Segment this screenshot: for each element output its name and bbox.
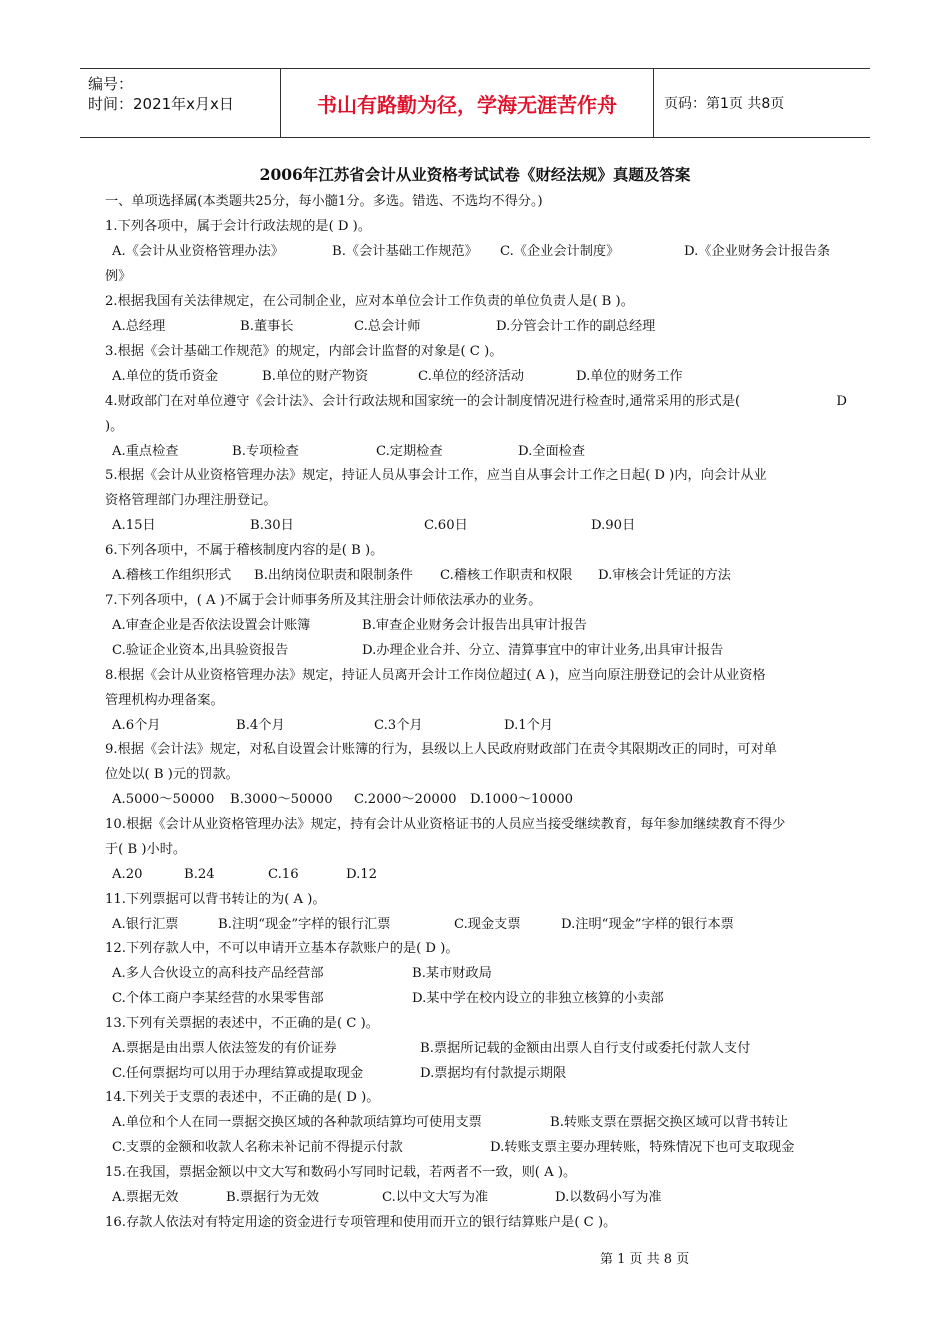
q6-option-c: C.稽核工作职责和权限 xyxy=(440,568,573,583)
header-motto-cell xyxy=(281,69,654,137)
q2-option-c: C.总会计师 xyxy=(354,319,421,334)
question-13: 13.下列有关票据的表述中，不正确的是( C )。 xyxy=(105,1016,379,1031)
q8-option-a: A.6个月 xyxy=(112,718,161,733)
q11-option-b: B.注明“现金”字样的银行汇票 xyxy=(218,917,391,932)
question-1: 1.下列各项中，属于会计行政法规的是( D )。 xyxy=(105,219,372,234)
q4-option-c: C.定期检查 xyxy=(376,444,443,459)
page-header xyxy=(80,68,870,138)
q10-option-b: B.24 xyxy=(184,867,215,882)
q5-option-c: C.60日 xyxy=(424,518,468,533)
q13-option-a: A.票据是由出票人依法签发的有价证券 xyxy=(112,1041,337,1056)
page-info: 页码：第1页 共8页 xyxy=(664,96,785,112)
question-9: 9.根据《会计法》规定，对私自设置会计账簿的行为，县级以上人民政府财政部门在责令其限期改正的同时，可对单 xyxy=(105,742,777,757)
question-5-cont: 资格管理部门办理注册登记。 xyxy=(105,493,277,508)
question-8: 8.根据《会计从业资格管理办法》规定，持证人员离开会计工作岗位超过( A )，应当向原注册登记的会计从业资格 xyxy=(105,668,766,683)
q12-option-a: A.多人合伙设立的高科技产品经营部 xyxy=(112,966,324,981)
question-4 xyxy=(105,393,847,411)
q8-option-d: D.1个月 xyxy=(504,718,554,733)
page-footer: 第 1 页 共 8 页 xyxy=(600,1252,690,1267)
q10-option-a: A.20 xyxy=(112,867,143,882)
q10-option-d: D.12 xyxy=(346,867,378,882)
q6-option-a: A.稽核工作组织形式 xyxy=(112,568,232,583)
q8-option-b: B.4个月 xyxy=(236,718,285,733)
question-8-cont: 管理机构办理备案。 xyxy=(105,693,224,708)
question-14: 14.下列关于支票的表述中，不正确的是( D )。 xyxy=(105,1090,380,1105)
q3-option-a: A.单位的货币资金 xyxy=(112,369,219,384)
header-page-cell xyxy=(654,69,870,137)
number-label: 编号： xyxy=(88,75,134,93)
question-10-cont: 于( B )小时。 xyxy=(105,842,187,857)
q1-option-b: B.《会计基础工作规范》 xyxy=(332,244,478,259)
q2-option-a: A.总经理 xyxy=(112,319,166,334)
question-16: 16.存款人依法对有特定用途的资金进行专项管理和使用而开立的银行结算账户是( C )。 xyxy=(105,1215,617,1230)
q11-option-a: A.银行汇票 xyxy=(112,917,179,932)
q4-option-d: D.全面检查 xyxy=(518,444,586,459)
q15-option-b: B.票据行为无效 xyxy=(226,1190,320,1205)
question-4-cont: )。 xyxy=(105,419,124,434)
q10-option-c: C.16 xyxy=(268,867,299,882)
q3-option-b: B.单位的财产物资 xyxy=(262,369,369,384)
question-10: 10.根据《会计从业资格管理办法》规定，持有会计从业资格证书的人员应当接受继续教育，每年参加继续教育不得少 xyxy=(105,817,786,832)
q7-option-b: B.审查企业财务会计报告出具审计报告 xyxy=(362,618,587,633)
q1-option-d-cont: 例》 xyxy=(105,269,132,284)
q1-option-a: A.《会计从业资格管理办法》 xyxy=(112,244,284,259)
q4-answer: D xyxy=(836,394,847,409)
q8-option-c: C.3个月 xyxy=(374,718,423,733)
q14-option-b: B.转账支票在票据交换区域可以背书转让 xyxy=(550,1115,789,1130)
q9-option-c: C.2000～20000 xyxy=(354,792,457,807)
q12-option-b: B.某市财政局 xyxy=(412,966,492,981)
q13-option-c: C.任何票据均可以用于办理结算或提取现金 xyxy=(112,1066,364,1081)
q6-option-d: D.审核会计凭证的方法 xyxy=(598,568,731,583)
question-7: 7.下列各项中，( A )不属于会计师事务所及其注册会计师依法承办的业务。 xyxy=(105,593,542,608)
q5-option-b: B.30日 xyxy=(250,518,294,533)
q9-option-b: B.3000～50000 xyxy=(230,792,333,807)
q3-option-d: D.单位的财务工作 xyxy=(576,369,683,384)
section-heading: 一、单项选择属(本类题共25分，每小髓1分。多选。错选、不选均不得分。) xyxy=(105,194,543,209)
q3-option-c: C.单位的经济活动 xyxy=(418,369,525,384)
question-9-cont: 位处以( B )元的罚款。 xyxy=(105,767,239,782)
q1-option-d: D.《企业财务会计报告条 xyxy=(684,244,831,259)
q9-option-d: D.1000～10000 xyxy=(470,792,573,807)
question-12: 12.下列存款人中，不可以申请开立基本存款账户的是( D )。 xyxy=(105,941,459,956)
q1-option-c: C.《企业会计制度》 xyxy=(500,244,620,259)
q11-option-d: D.注明“现金”字样的银行本票 xyxy=(561,917,734,932)
question-3: 3.根据《会计基础工作规范》的规定，内部会计监督的对象是( C )。 xyxy=(105,344,503,359)
q5-option-d: D.90日 xyxy=(591,518,636,533)
q14-option-c: C.支票的金额和收款人名称未补记前不得提示付款 xyxy=(112,1140,403,1155)
q2-option-d: D.分管会计工作的副总经理 xyxy=(496,319,656,334)
q15-option-c: C.以中文大写为准 xyxy=(382,1190,489,1205)
q11-option-c: C.现金支票 xyxy=(454,917,521,932)
q15-option-d: D.以数码小写为准 xyxy=(555,1190,662,1205)
header-meta xyxy=(80,69,281,137)
q4-stem: 4.财政部门在对单位遵守《会计法》、会计行政法规和国家统一的会计制度情况进行检查时,通常采用的形式是( xyxy=(105,394,741,409)
q5-option-a: A.15日 xyxy=(112,518,156,533)
q14-option-d: D.转账支票主要办理转账，特殊情况下也可支取现金 xyxy=(490,1140,795,1155)
question-5: 5.根据《会计从业资格管理办法》规定，持证人员从事会计工作，应当自从事会计工作之日起( D )内，向会计从业 xyxy=(105,468,767,483)
question-2: 2.根据我国有关法律规定，在公司制企业，应对本单位会计工作负责的单位负责人是( B )。 xyxy=(105,294,634,309)
q14-option-a: A.单位和个人在同一票据交换区域的各种款项结算均可使用支票 xyxy=(112,1115,482,1130)
q6-option-b: B.出纳岗位职责和限制条件 xyxy=(254,568,413,583)
q2-option-b: B.董事长 xyxy=(240,319,294,334)
motto: 书山有路勤为径，学海无涯苦作舟 xyxy=(317,92,617,117)
q13-option-d: D.票据均有付款提示期限 xyxy=(420,1066,567,1081)
q4-option-b: B.专项检查 xyxy=(232,444,299,459)
q13-option-b: B.票据所记载的金额由出票人自行支付或委托付款人支付 xyxy=(420,1041,751,1056)
q12-option-d: D.某中学在校内设立的非独立核算的小卖部 xyxy=(412,991,664,1006)
question-6: 6.下列各项中，不属于稽核制度内容的是( B )。 xyxy=(105,543,384,558)
q15-option-a: A.票据无效 xyxy=(112,1190,179,1205)
document-title: 2006年江苏省会计从业资格考试试卷《财经法规》真题及答案 xyxy=(259,165,691,184)
q4-option-a: A.重点检查 xyxy=(112,444,179,459)
question-15: 15.在我国，票据金额以中文大写和数码小写同时记载，若两者不一致，则( A )。 xyxy=(105,1165,577,1180)
question-11: 11.下列票据可以背书转让的为( A )。 xyxy=(105,892,326,907)
q9-option-a: A.5000～50000 xyxy=(112,792,215,807)
q7-option-c: C.验证企业资本,出具验资报告 xyxy=(112,643,289,658)
q7-option-d: D.办理企业合并、分立、清算事宜中的审计业务,出具审计报告 xyxy=(362,643,724,658)
q7-option-a: A.审查企业是否依法设置会计账簿 xyxy=(112,618,311,633)
time-label: 时间：2021年x月x日 xyxy=(88,95,234,113)
q12-option-c: C.个体工商户李某经营的水果零售部 xyxy=(112,991,324,1006)
